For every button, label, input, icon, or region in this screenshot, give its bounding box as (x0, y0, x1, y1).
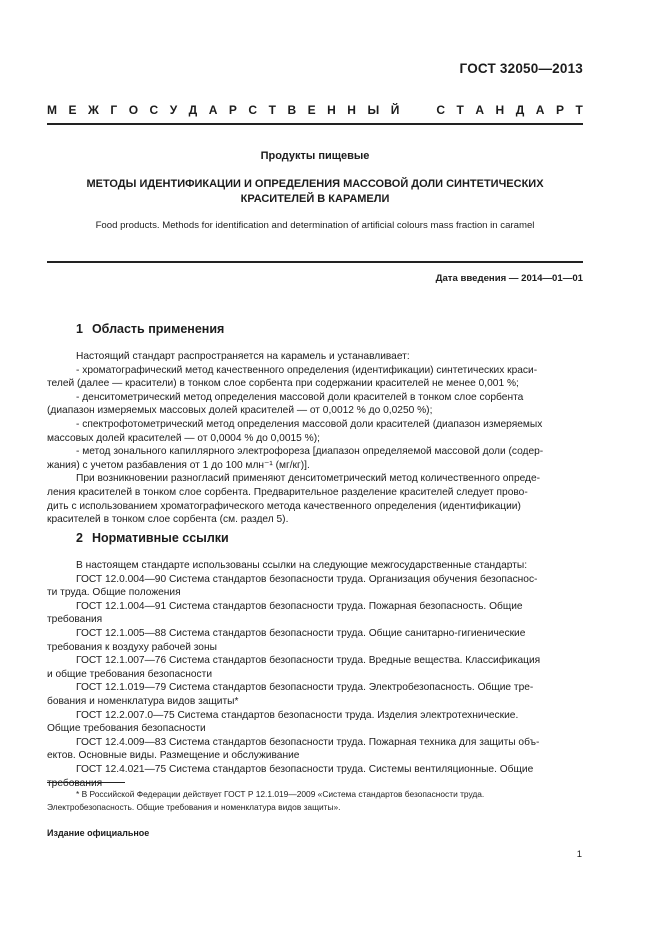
reference-line: и общие требования безопасности (47, 668, 213, 680)
text-line: Настоящий стандарт распространяется на карамель и устанавливает: (76, 351, 410, 362)
text-line: жания) с учетом разбавления от 1 до 100 млн⁻¹ (мг/кг)]. (47, 459, 310, 471)
text-line: (диапазон измеряемых массовых долей красителей — от 0,0012 % до 0,0250 %); (47, 405, 433, 417)
footnote (47, 788, 583, 814)
heading-letter: Н (327, 103, 336, 117)
page-number: 1 (576, 849, 582, 860)
heading-letter: Н (495, 103, 505, 117)
reference-line: требования (47, 777, 103, 789)
heading-letter: А (208, 103, 218, 117)
text-line: красителей в тонком слое сорбента (см. раздел 5). (47, 514, 289, 526)
title-line: КРАСИТЕЛЕЙ В КАРАМЕЛИ (240, 193, 390, 205)
heading-letter: А (475, 103, 485, 117)
middle-divider (47, 261, 583, 263)
section-title: Нормативные ссылки (91, 531, 229, 545)
reference-line: ГОСТ 12.1.007—76 Система стандартов безопасности труда. Вредные вещества. Классификация (76, 655, 541, 667)
heading-letter: Й (390, 103, 400, 117)
introduction-date: Дата введения — 2014—01—01 (435, 273, 583, 284)
title-line: МЕТОДЫ ИДЕНТИФИКАЦИИ И ОПРЕДЕЛЕНИЯ МАССОВОЙ ДОЛИ СИНТЕТИЧЕСКИХ (86, 178, 544, 190)
reference-line: требования к воздуху рабочей зоны (47, 641, 217, 653)
text-line: - денситометрический метод определения массовой доли красителей в тонком слое сорбента (76, 391, 524, 403)
text-line: ления красителей в тонком слое сорбента. Предварительное разделение красителей следует прово- (47, 486, 528, 498)
heading-letter: Ы (367, 103, 380, 117)
heading-letter: А (535, 103, 545, 117)
heading-letter: Е (307, 103, 316, 117)
section-1-body (47, 350, 583, 527)
footnote-divider (47, 782, 125, 783)
footnote-line: * В Российской Федерации действует ГОСТ Р 12.1.019—2009 «Система стандартов безопасности труда. (76, 789, 485, 799)
section-number: 2 (76, 531, 83, 545)
heading-letter: Т (575, 103, 583, 117)
reference-line: ГОСТ 12.2.007.0—75 Система стандартов безопасности труда. Изделия электротехнические. (76, 709, 519, 721)
heading-letter: С (149, 103, 159, 117)
section-2-heading (76, 531, 229, 545)
heading-letter: Ж (88, 103, 99, 117)
heading-letter: О (128, 103, 139, 117)
heading-letter: Д (515, 103, 525, 117)
text-line: В настоящем стандарте использованы ссылки на следующие межгосударственные стандарты: (76, 560, 528, 571)
reference-line: ГОСТ 12.0.004—90 Система стандартов безопасности труда. Организация обучения безопаснос- (76, 573, 538, 585)
reference-line: ГОСТ 12.1.005—88 Система стандартов безопасности труда. Общие санитарно-гигиенические (76, 627, 526, 639)
heading-letter: Т (268, 103, 276, 117)
section-2-body (47, 559, 583, 790)
text-line: массовых долей красителей — от 0,0004 % до 0,0015 %); (47, 432, 320, 444)
word-gap (411, 103, 425, 117)
official-edition-label: Издание официальное (47, 828, 150, 838)
text-line: - хроматографический метод качественного определения (идентификации) синтетических краси- (76, 364, 538, 376)
section-1-heading (76, 322, 224, 336)
heading-letter: Н (347, 103, 356, 117)
interstate-standard-heading (47, 103, 583, 117)
text-line: - метод зонального капиллярного электрофореза [диапазон определяемой массовой доли (содер- (76, 446, 544, 458)
reference-line: ГОСТ 12.4.009—83 Система стандартов безопасности труда. Пожарная техника для защиты объ- (76, 736, 540, 748)
heading-letter: С (248, 103, 258, 117)
text-line: дить с использованием хроматографического метода качественного определения (идентификации) (47, 500, 521, 512)
text-line: - спектрофотометрический метод определения массовой доли красителей (диапазон измеряемых (76, 418, 543, 430)
section-title: Область применения (91, 322, 225, 336)
heading-letter: Е (68, 103, 77, 117)
footnote-line: Электробезопасность. Общие требования и номенклатура видов защиты». (47, 802, 341, 812)
reference-line: ГОСТ 12.4.021—75 Система стандартов безопасности труда. Системы вентиляционные. Общие (76, 763, 534, 775)
top-divider (47, 123, 583, 125)
heading-letter: Р (228, 103, 237, 117)
gost-code: ГОСТ 32050—2013 (459, 61, 583, 76)
reference-line: ти труда. Общие положения (47, 587, 181, 599)
reference-line: бования и номенклатура видов защиты* (47, 695, 239, 707)
text-line: При возникновении разногласий применяют денситометрический метод количественного опреде- (76, 473, 541, 485)
reference-line: ГОСТ 12.1.019—79 Система стандартов безопасности труда. Электробезопасность. Общие тре- (76, 682, 534, 694)
reference-line: ектов. Основные виды. Размещение и обслуживание (47, 750, 300, 762)
heading-letter: Р (555, 103, 564, 117)
reference-line: Общие требования безопасности (47, 723, 206, 735)
reference-line: ГОСТ 12.1.004—91 Система стандартов безопасности труда. Пожарная безопасность. Общие (76, 600, 523, 612)
heading-letter: Д (188, 103, 198, 117)
heading-letter: М (47, 103, 57, 117)
document-title (47, 177, 583, 207)
heading-letter: Г (110, 103, 118, 117)
english-title: Food products. Methods for identification and determination of artificial colours mass fraction in caramel (95, 220, 535, 231)
section-number: 1 (76, 322, 83, 336)
heading-letter: У (169, 103, 178, 117)
heading-letter: С (436, 103, 446, 117)
text-line: телей (далее — красители) в тонком слое сорбента при содержании красителей не менее 0,001 %; (47, 378, 519, 390)
heading-letter: В (287, 103, 297, 117)
reference-line: требования (47, 614, 103, 626)
product-category: Продукты пищевые (260, 150, 370, 162)
heading-letter: Т (456, 103, 464, 117)
